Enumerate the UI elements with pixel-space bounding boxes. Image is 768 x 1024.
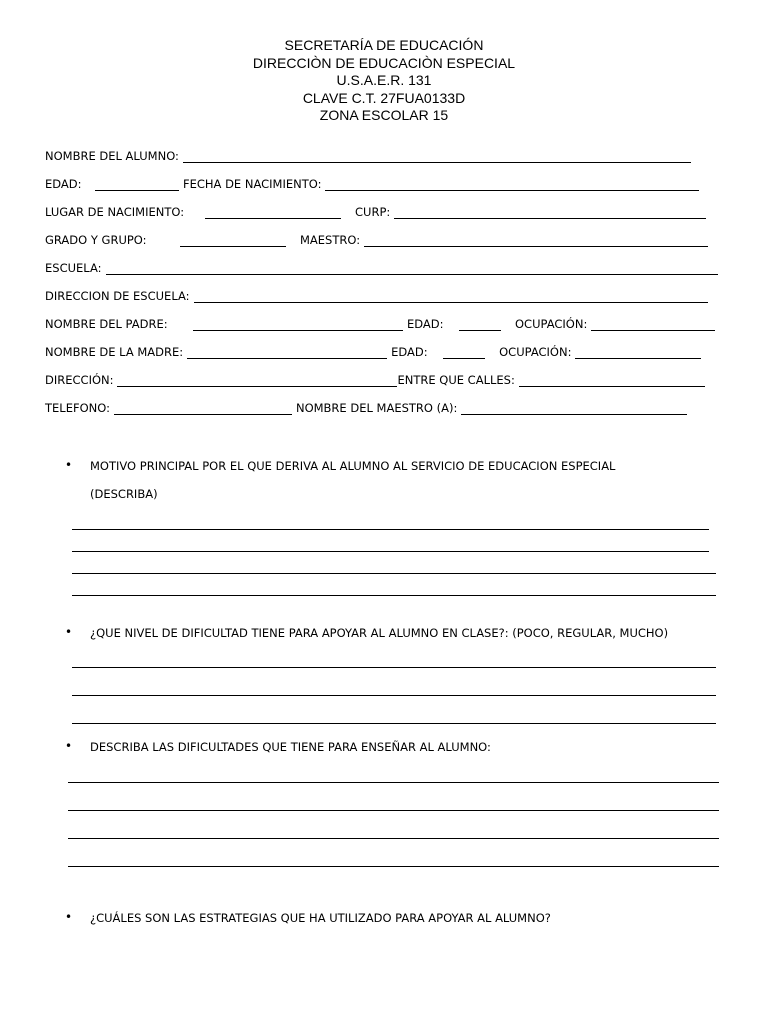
field-escuela[interactable]	[106, 262, 718, 275]
answer-line-dificultad-2[interactable]	[72, 695, 716, 696]
field-edad-madre[interactable]	[443, 346, 485, 359]
row-edad-fecha	[45, 175, 703, 191]
field-nombre-padre[interactable]	[193, 318, 403, 331]
bullet-icon: •	[65, 458, 73, 472]
label-edad-padre: EDAD:	[407, 317, 444, 331]
field-direccion[interactable]	[117, 374, 397, 387]
label-edad-madre: EDAD:	[391, 345, 428, 359]
answer-line-ensenar-2[interactable]	[68, 810, 719, 811]
row-direccion-escuela	[45, 287, 712, 303]
label-nombre-madre: NOMBRE DE LA MADRE:	[45, 345, 184, 359]
label-edad: EDAD:	[45, 177, 82, 191]
label-curp: CURP:	[355, 205, 391, 219]
field-grado-grupo[interactable]	[180, 234, 286, 247]
answer-line-ensenar-1[interactable]	[68, 782, 719, 783]
answer-line-ensenar-3[interactable]	[68, 838, 719, 839]
answer-line-motivo-3[interactable]	[72, 573, 716, 574]
row-direccion	[45, 371, 709, 387]
bullet-icon: •	[65, 739, 73, 753]
answer-line-dificultad-3[interactable]	[72, 723, 716, 724]
label-nombre-alumno: NOMBRE DEL ALUMNO:	[45, 149, 179, 163]
answer-line-motivo-2[interactable]	[72, 551, 709, 552]
label-ocupacion-madre: OCUPACIÓN:	[499, 345, 572, 359]
header-line-clave: CLAVE C.T. 27FUA0133D	[302, 89, 466, 106]
field-direccion-escuela[interactable]	[194, 290, 708, 303]
answer-line-motivo-4[interactable]	[72, 595, 716, 596]
field-ocupacion-padre[interactable]	[591, 318, 715, 331]
row-telefono	[45, 399, 691, 415]
question-motivo-text: MOTIVO PRINCIPAL POR EL QUE DERIVA AL ALUMNO AL SERVICIO DE EDUCACION ESPECIAL	[90, 459, 616, 473]
label-entre-calles: ENTRE QUE CALLES:	[397, 373, 515, 387]
field-maestro[interactable]	[364, 234, 708, 247]
field-nombre-alumno[interactable]	[183, 150, 691, 163]
field-fecha-nacimiento[interactable]	[325, 178, 699, 191]
label-nombre-padre: NOMBRE DEL PADRE:	[45, 317, 168, 331]
field-nombre-madre[interactable]	[187, 346, 387, 359]
label-direccion: DIRECCIÓN:	[45, 373, 114, 387]
field-telefono[interactable]	[114, 402, 292, 415]
row-nombre-alumno	[45, 147, 695, 163]
field-edad[interactable]	[95, 178, 179, 191]
label-telefono: TELEFONO:	[45, 401, 110, 415]
answer-line-motivo-1[interactable]	[72, 529, 709, 530]
label-direccion-escuela: DIRECCION DE ESCUELA:	[45, 289, 190, 303]
label-escuela: ESCUELA:	[45, 261, 102, 275]
answer-line-ensenar-4[interactable]	[68, 866, 719, 867]
header-line-direccion: DIRECCIÒN DE EDUCACIÒN ESPECIAL	[252, 54, 516, 71]
label-ocupacion-padre: OCUPACIÓN:	[515, 317, 588, 331]
field-entre-calles[interactable]	[519, 374, 705, 387]
row-padre	[45, 315, 719, 331]
document-header	[0, 37, 768, 125]
question-dificultades-ensenar-text: DESCRIBA LAS DIFICULTADES QUE TIENE PARA ENSEÑAR AL ALUMNO:	[90, 740, 491, 754]
header-line-zona: ZONA ESCOLAR 15	[319, 107, 449, 123]
field-edad-padre[interactable]	[459, 318, 501, 331]
field-curp[interactable]	[394, 206, 706, 219]
label-grado-grupo: GRADO Y GRUPO:	[45, 233, 147, 247]
question-dificultad-text: ¿QUE NIVEL DE DIFICULTAD TIENE PARA APOYAR AL ALUMNO EN CLASE?: (POCO, REGULAR, MUCHO)	[90, 626, 669, 640]
row-lugar-curp	[45, 203, 710, 219]
row-grado-maestro	[45, 231, 712, 247]
field-lugar-nacimiento[interactable]	[205, 206, 341, 219]
field-nombre-maestro[interactable]	[461, 402, 687, 415]
label-maestro: MAESTRO:	[300, 233, 361, 247]
bullet-icon: •	[65, 910, 73, 924]
question-estrategias-text: ¿CUÁLES SON LAS ESTRATEGIAS QUE HA UTILIZADO PARA APOYAR AL ALUMNO?	[90, 911, 551, 925]
field-ocupacion-madre[interactable]	[575, 346, 701, 359]
bullet-icon: •	[65, 625, 73, 639]
label-fecha-nacimiento: FECHA DE NACIMIENTO:	[183, 177, 322, 191]
label-nombre-maestro: NOMBRE DEL MAESTRO (A):	[295, 401, 458, 415]
header-line-usaer: U.S.A.E.R. 131	[336, 72, 432, 88]
answer-line-dificultad-1[interactable]	[72, 667, 716, 668]
label-lugar-nacimiento: LUGAR DE NACIMIENTO:	[45, 205, 185, 219]
header-line-secretaria: SECRETARÍA DE EDUCACIÓN	[284, 37, 484, 53]
row-madre	[45, 343, 705, 359]
question-motivo-describa: (DESCRIBA)	[90, 487, 158, 501]
row-escuela	[45, 259, 722, 275]
